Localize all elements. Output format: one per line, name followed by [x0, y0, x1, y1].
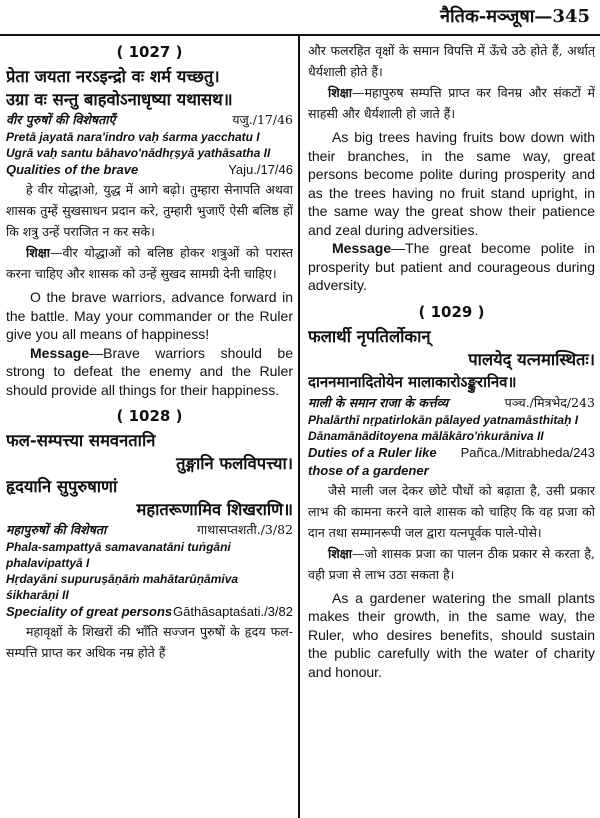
verse-number-1027: ( 1027 ) [116, 43, 183, 61]
verse-line: प्रेता जयता नरऽइन्द्रो वः शर्म यच्छतु। [6, 67, 220, 86]
english-title-row [6, 603, 293, 621]
english-title-row [6, 161, 293, 179]
hindi-title: महापुरुषों की विशेषता [6, 522, 107, 537]
verse-line: उग्रा वः सन्तु बाहवोऽनाधृष्या यथासथ॥ [6, 90, 233, 109]
page-header [0, 0, 600, 36]
lesson-text: —महापुरुष सम्पत्ति प्राप्त कर विनम्र और संकटों में साहसी और धैर्यशाली हो जाते हैं। [308, 85, 595, 121]
english-reference: Yaju./17/46 [228, 162, 293, 177]
verse-number-1028: ( 1028 ) [116, 407, 183, 425]
right-column [308, 40, 595, 815]
column-divider [298, 36, 300, 818]
hindi-translation: हे वीर योद्धाओ, युद्ध में आगे बढ़ो। तुम्हारा सेनापति अथवा शासक तुम्हें सुखसाधन प्रदान करे, तुम्हारी भुजाएँ ऐसी बलिष्ठ हों कि शत्रु उन्हें पराजित न कर सके। [6, 182, 293, 239]
lesson-text: —वीर योद्धाओं को बलिष्ठ होकर शत्रुओं को परास्त करना चाहिए और शासक को उन्हें सुखद सामग्री देनी चाहिए। [6, 245, 293, 281]
english-title: Duties of a Ruler like those of a gardener [308, 444, 437, 478]
english-message [6, 344, 293, 400]
message-text: —The great become polite in prosperity but patient and courageous during adversity. [308, 240, 595, 293]
english-title-row [308, 444, 595, 480]
hindi-lesson [308, 543, 595, 585]
hindi-reference: पञ्च./मित्रभेद/243 [504, 394, 595, 410]
hindi-translation: महावृक्षों के शिखरों की भाँति सज्जन पुरुषों के हृदय फल-सम्पत्ति प्राप्त कर अधिक नम्र होते हैं [6, 624, 293, 660]
english-translation: As a gardener watering the small plants makes their growth, in the same way, the Ruler, who desires benefits, should sustain the public carefully with the water of charity and honour. [308, 589, 595, 680]
hindi-title-row [308, 394, 595, 412]
hindi-title: वीर पुरुषों की विशेषताएँ [6, 112, 116, 127]
english-message [308, 239, 595, 295]
lesson-label: शिक्षा [328, 545, 352, 561]
hindi-title-row [6, 111, 293, 129]
verse-number-1029: ( 1029 ) [418, 302, 485, 321]
english-translation: As big trees having fruits bow down with their branches, in the same way, great persons become polite during prosperity and as the trees having no fruit stand upright, in the same way the great show their patience and zeal during adversities. [308, 129, 595, 238]
hindi-title: माली के समान राजा के कर्त्तव्य [308, 394, 449, 410]
message-text: —Brave warriors should be strong to defeat the enemy and the Ruler should provide all things for their happiness. [6, 344, 293, 398]
hindi-reference: यजु./17/46 [232, 112, 293, 127]
verse-line: तुङ्गानि फलविपत्त्या। [176, 454, 293, 473]
hindi-title-row [6, 521, 293, 539]
hindi-lesson [308, 82, 595, 124]
lesson-label: शिक्षा [328, 85, 352, 100]
transliteration-line: Phalārthī nṛpatirlokān pālayed yatnamāsthitaḥ I [308, 412, 579, 427]
transliteration-line: Ugrā vaḥ santu bāhavo'nādhṛṣyā yathāsatha II [6, 146, 271, 160]
verse-line: पालयेद् यत्नमास्थितः। [468, 349, 595, 369]
transliteration-line: Pretā jayatā nara'indro vaḥ śarma yacchatu I [6, 130, 260, 144]
hindi-translation-continued: और फलरहित वृक्षों के समान विपत्ति में ऊँचे उठे होते हैं, अर्थात् धैर्यशाली होते हैं। [308, 43, 595, 79]
verse-line: फल-सम्पत्त्या समवनतानि [6, 431, 156, 450]
verse-line: फलार्थी नृपतिर्लोकान् [308, 326, 431, 346]
english-title: Speciality of great persons [6, 604, 173, 619]
hindi-lesson [6, 242, 293, 284]
hindi-translation: जैसे माली जल देकर छोटे पौधों को बढ़ाता है, उसी प्रकार लाभ की कामना करने वाले शासक को चाहिए कि वह प्रजा को दान तथा सम्मानरूपी जल द्वारा यत्नपूर्वक पाले-पोसे। [308, 482, 595, 540]
left-column [6, 40, 293, 815]
english-reference: Pañca./Mitrabheda/243 [460, 444, 595, 460]
lesson-label: शिक्षा [26, 245, 50, 260]
message-label: Message [30, 344, 90, 361]
english-title: Qualities of the brave [6, 162, 139, 177]
verse-line: दाननमानादितोयेन मालाकारोऽङ्कुरानिव॥ [308, 372, 517, 391]
english-translation: O the brave warriors, advance forward in the battle. May your commander or the Ruler give you all means of happiness! [6, 289, 293, 342]
running-title: नैतिक-मञ्जूषा—345 [440, 6, 590, 27]
transliteration-line: Dānamānāditoyena mālākāro'ṅkurāniva II [308, 428, 544, 443]
verse-line: महातरूणामिव शिखराणि॥ [136, 500, 293, 519]
lesson-text: —जो शासक प्रजा का पालन ठीक प्रकार से करता है, वही प्रजा से लाभ उठा सकता है। [308, 545, 595, 582]
transliteration-line: Phala-sampattyā samavanatāni tuṅgāni phalavipattyā I [6, 540, 231, 570]
message-label: Message [332, 240, 392, 256]
hindi-reference: गाथासप्तशती./3/82 [196, 522, 293, 537]
transliteration-line: Hṛdayāni supuruṣāṇāṁ mahātarūṇāmiva śikharāṇi II [6, 572, 239, 602]
verse-line: हृदयानि सुपुरुषाणां [6, 477, 118, 496]
english-reference: Gāthāsaptaśati./3/82 [173, 604, 293, 619]
